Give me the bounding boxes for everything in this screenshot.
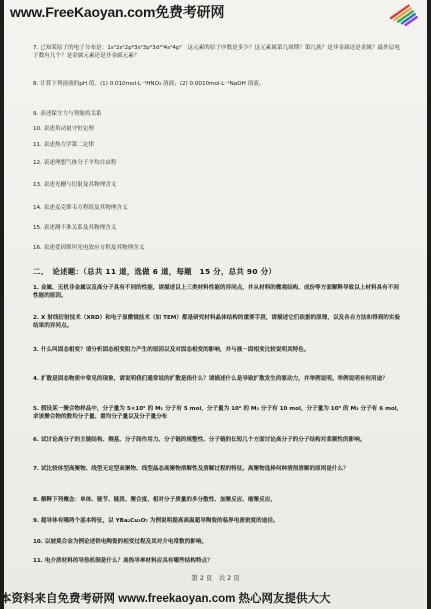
essay-9: 9. 超导体有哪两个基本特征，以 YBa₂Cu₃O₇ 为例说明提高高温超导陶瓷的临界电流密度的途径。 — [33, 518, 279, 524]
left-border — [0, 0, 4, 609]
essay-5: 5. 假设某一聚合物样品中，分子量为 5×10⁵ 的 M₁ 分子有 5 mol，分子量为 10⁶ 的 M₂ 分子有 10 mol，分子量为 10⁵ 的 M₃ 分子有 6 mol，求该聚合物的数均分子量、重均分子量以及分子量分布 — [33, 406, 403, 421]
essay-2: 2. X 射线衍射技术（XRD）和电子显微镜技术（如 TEM）都是研究材料晶体结构的重要手段，请描述它们依据的原理，以及各自方法和得到的实验结果的异同点。 — [33, 315, 401, 330]
question-10: 10. 表述角动量守恒定理 — [33, 126, 95, 132]
question-13: 13. 表述光栅与衍射及其物理含义 — [33, 182, 117, 188]
essay-3: 3. 什么叫固态相变？请分析固态相变阻力产生的原因以及对固态相变的影响，并与液－固相变比较说明其特色。 — [33, 347, 310, 353]
question-14: 14. 表述麦克斯韦方程组及其物理含义 — [33, 205, 128, 211]
question-15: 15. 表述测不准关系及其物理含义 — [33, 225, 117, 231]
essay-4: 4. 扩散是固态物质中常见的现象，请说明我们通常说的扩散是指什么？请描述什么是导致扩散发生的驱动力，并举例说明。举例说明有何用途？ — [33, 376, 388, 382]
essay-1: 1. 金属、无机非金属以及高分子具有不同的性能，请描述以上三类材料性能的异同点，并从材料的微观结构、成份等方面解释导致以上材料具有不同性能的原因。 — [33, 285, 399, 300]
bottom-watermark-banner: 本资料来自免费考研网 www.freekaoyan.com 热心网友提供大大 — [0, 593, 331, 605]
site-logo-icon — [385, 2, 419, 28]
question-9: 9. 表述保守力与势能的关系 — [33, 111, 102, 117]
essay-8: 8. 解释下列概念：单体、链节、链段、聚合度、相对分子质量的多分散性、加聚反应、缩聚反应。 — [33, 497, 276, 503]
page-number-label: 第 2 页 共 2 页 — [191, 574, 240, 582]
site-header-title: www.FreeKaoyan.com免费考研网 — [10, 4, 225, 20]
question-11: 11. 表述热力学第二定律 — [33, 142, 95, 148]
question-16: 16. 表述爱因斯坦光电效应方程及其物理含义 — [33, 245, 145, 251]
right-border — [427, 0, 431, 609]
essay-11: 11. 电介质材料的导热机制是什么？高热导率材料应具有哪些结构特点？ — [33, 558, 213, 564]
question-12: 12. 表述理想气体分子平均自由程 — [33, 160, 117, 166]
essay-6: 6. 试讨论高分子的主链结构、侧基、分子间作用力、分子链的规整性、分子链的长短几个方面讨论高分子的分子结构对柔顺性的影响。 — [33, 437, 366, 443]
question-8: 8. 计算下列溶液的pH 值。(1) 0.010mol·L⁻¹HNO₃ 溶液；(2) 0.0010mol·L⁻¹NaOH 溶液。 — [33, 81, 265, 87]
question-7: 7. 已知某原子的电子分布是：1s²2s²2p⁶3s²3p⁶3d¹⁰4s²4p⁵ 这元素的原子序数是多少？这元素属第几周期？第几族？是非金属还是金属？最外层电子数有几个？是金属元素还是非金属元素？ — [33, 45, 400, 60]
section-2-title: 二、 论述题：（总共 11 道，选做 6 道，每题 15 分，总共 90 分） — [33, 267, 277, 276]
essay-10: 10. 以坡莫合金为例论述铁电陶瓷的相变过程及其对介电常数的影响。 — [33, 539, 208, 545]
essay-7: 7. 试比较体型高聚物、线型无定型高聚物、线型晶态高聚物溶解性及溶解过程的特征。高聚物选择何种溶剂溶解的原则是什么？ — [33, 466, 349, 472]
